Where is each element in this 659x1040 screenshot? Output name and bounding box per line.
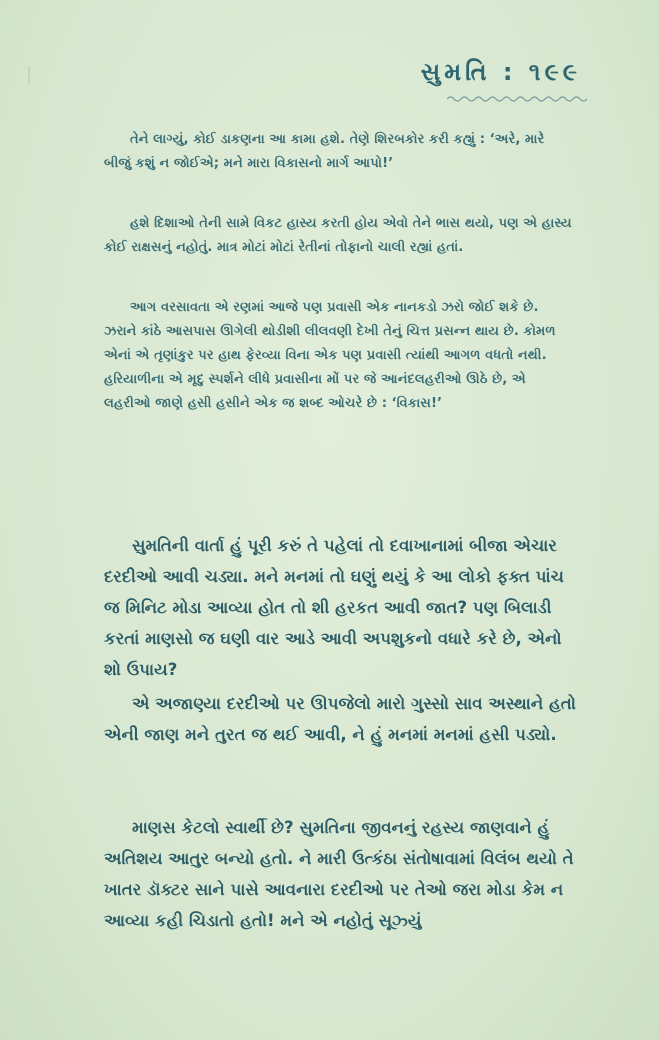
quote-paragraph-3: આગ વરસાવતા એ રણમાં આજે પણ પ્રવાસી એક નાનકડો ઝરો જોઈ શકે છે. ઝરાને કાંઠે આસપાસ ઊગેલી થોડીશી લીલવણી દેખી તેનું ચિત્ત પ્રસન્ન થાય છે. કોમળ એનાં એ તૃણાંકુર પર હાથ ફેરવ્યા વિના એક પણ પ્રવાસી ત્યાંથી આગળ વધતો નથી. હરિયાળીના એ મૃદુ સ્પર્શને લીધે પ્રવાસીના મોં પર જે આનંદલહરીઓ ઊઠે છે, એ લહરીઓ જાણે હસી હસીને એક જ શબ્દ ઓચરે છે : ‘વિકાસ!’: [104, 300, 556, 411]
header-wavy-rule: [447, 95, 587, 103]
story-quote-paragraph: [104, 128, 574, 176]
body-paragraph-3: માણસ કેટલો સ્વાર્થી છે? સુમતિના જીવનનું રહસ્ય જાણવાને હું અતિશય આતુર બન્યો હતો. ને મારી ઉત્કંઠા સંતોષાવામાં વિલંબ થયો તે ખાતર ડૉક્ટર સાને પાસે આવનારા દરદીઓ પર તેઓ જરા મોડા કેમ ન આવ્યા કહી ચિડાતો હતો! મને એ નહોતું સૂઝ્યું: [104, 818, 574, 930]
paper-mark: [28, 66, 30, 84]
quote-paragraph-1: તેને લાગ્યું, કોઈ ડાકણના આ કામા હશે. તેણે શિરબકોર કરી કહ્યું : ‘અરે, મારે બીજું કશું ન જોઈએ; મને મારા વિકાસનો માર્ગ આપો!’: [104, 132, 545, 171]
body-paragraph-1: સુમતિની વાર્તા હું પૂરી કરું તે પહેલાં તો દવાખાનામાં બીજા એચાર દરદીઓ આવી ચડ્યા. મને મનમાં તો ઘણું થયું કે આ લોકો ફક્ત પાંચ જ મિનિટ મોડા આવ્યા હોત તો શી હરકત આવી જાત? પણ બિલાડી કરતાં માણસો જ ઘણી વાર આડે આવી અપશુકનો વધારે કરે છે, એનો શો ઉપાય?: [104, 536, 564, 679]
body-paragraph: [104, 530, 578, 685]
story-quote-paragraph: [104, 296, 574, 416]
story-quote-paragraph: [104, 212, 574, 260]
page-header: સુમતિ : ૧૯૯: [420, 58, 581, 86]
quote-paragraph-2: હશે દિશાઓ તેની સામે વિકટ હાસ્ય કરતી હોય એવો તેને ભાસ થયો, પણ એ હાસ્ય કોઈ રાક્ષસનું નહોતું. માત્ર મોટાં મોટાં રેતીનાં તોફાનો ચાલી રહ્યાં હતાં.: [104, 216, 572, 255]
body-paragraph-2: એ અજાણ્યા દરદીઓ પર ઊપજેલો મારો ગુસ્સો સાવ અસ્થાને હતો એની જાણ મને તુરત જ થઈ આવી, ને હું મનમાં મનમાં હસી પડ્યો.: [104, 694, 576, 744]
body-paragraph: [104, 688, 578, 750]
body-paragraph: [104, 812, 578, 936]
